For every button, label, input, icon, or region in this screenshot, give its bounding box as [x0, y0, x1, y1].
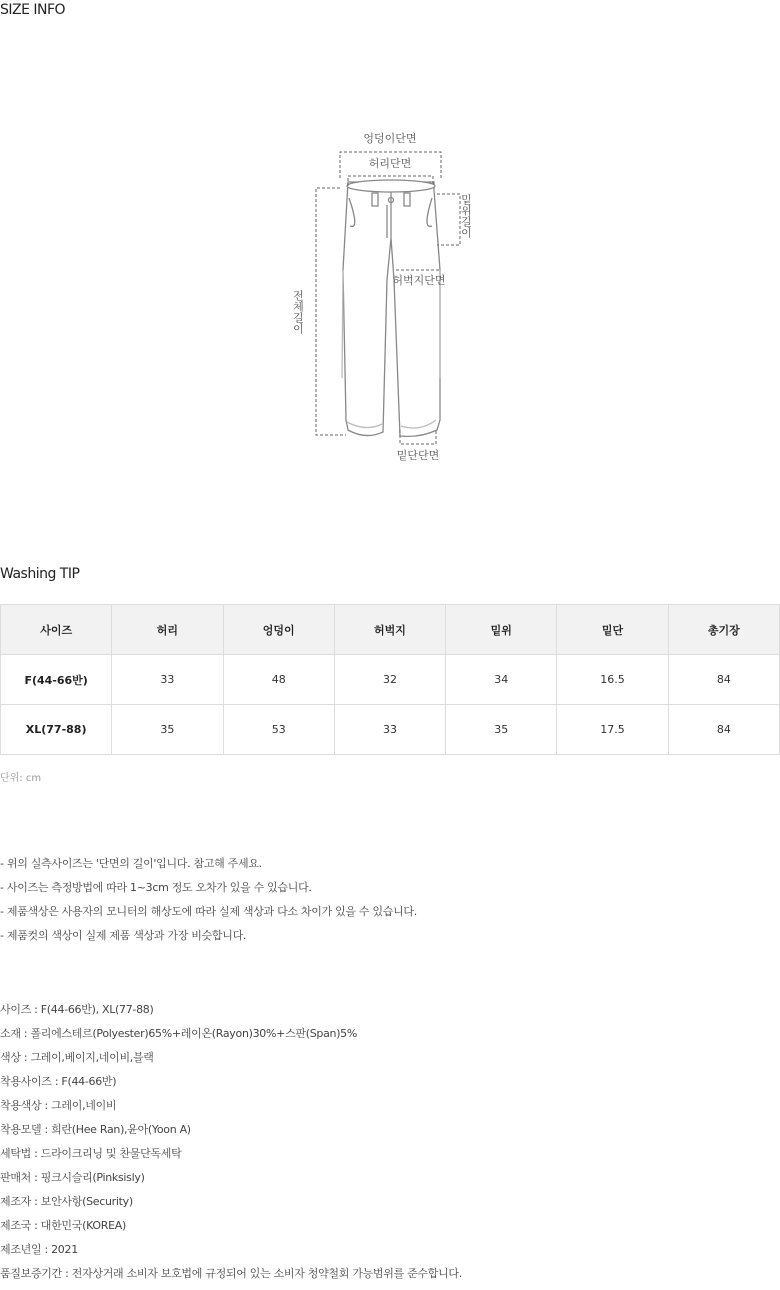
- header-hip: 엉덩이: [223, 605, 334, 655]
- spec-item: 판매처 : 핑크시슬리(Pinksisly): [0, 1171, 145, 1184]
- spec-item: 사이즈 : F(44-66반), XL(77-88): [0, 1003, 154, 1016]
- cell-thigh: 33: [334, 705, 445, 755]
- label-waist: 허리단면: [368, 157, 412, 170]
- cell-rise: 35: [446, 705, 557, 755]
- product-specs: [0, 1002, 462, 1290]
- spec-item: 착용색상 : 그레이,네이비: [0, 1099, 117, 1112]
- unit-note: 단위: cm: [0, 773, 42, 784]
- header-size: 사이즈: [1, 605, 112, 655]
- cell-hem: 16.5: [557, 655, 668, 705]
- label-hem: 밑단단면: [396, 449, 440, 462]
- spec-item: 제조년일 : 2021: [0, 1243, 78, 1256]
- cell-hem: 17.5: [557, 705, 668, 755]
- header-hem: 밑단: [557, 605, 668, 655]
- cell-hip: 53: [223, 705, 334, 755]
- table-header-row: [1, 605, 780, 655]
- size-notes: [0, 856, 417, 952]
- measurement-guides: [316, 152, 460, 444]
- table-row: [1, 705, 780, 755]
- cell-hip: 48: [223, 655, 334, 705]
- spec-item: 착용사이즈 : F(44-66반): [0, 1075, 117, 1088]
- spec-item: 착용모델 : 희란(Hee Ran),윤아(Yoon A): [0, 1123, 191, 1136]
- pants-illustration: [342, 180, 440, 436]
- spec-item: 소재 : 폴리에스테르(Polyester)65%+레이온(Rayon)30%+스판(Span)5%: [0, 1027, 358, 1040]
- cell-waist: 33: [112, 655, 223, 705]
- note-item: - 사이즈는 측정방법에 따라 1~3cm 정도 오차가 있을 수 있습니다.: [0, 881, 312, 894]
- header-rise: 밑위: [446, 605, 557, 655]
- cell-size: F(44-66반): [1, 655, 112, 705]
- label-hip: 엉덩이단면: [363, 132, 417, 145]
- header-thigh: 허벅지: [334, 605, 445, 655]
- spec-item: 제조국 : 대한민국(KOREA): [0, 1219, 126, 1232]
- label-thigh: 허벅지단면: [392, 274, 446, 287]
- spec-item: 세탁법 : 드라이크리닝 및 찬물단독세탁: [0, 1147, 182, 1160]
- pants-size-diagram: [0, 120, 780, 470]
- spec-item: 제조자 : 보안사항(Security): [0, 1195, 133, 1208]
- note-item: - 제품색상은 사용자의 모니터의 해상도에 따라 실제 색상과 다소 차이가 있을 수 있습니다.: [0, 905, 417, 918]
- washing-tip-title: Washing TIP: [0, 566, 80, 582]
- spec-item: 품질보증기간 : 전자상거래 소비자 보호법에 규정되어 있는 소비자 청약철회 가능범위를 준수합니다.: [0, 1267, 462, 1280]
- cell-rise: 34: [446, 655, 557, 705]
- note-item: - 제품컷의 색상이 실제 제품 색상과 가장 비슷합니다.: [0, 929, 247, 942]
- cell-waist: 35: [112, 705, 223, 755]
- label-rise: 밑위길이: [459, 194, 473, 238]
- header-total-length: 총기장: [668, 605, 779, 655]
- note-item: - 위의 실측사이즈는 '단면의 길이'입니다. 참고해 주세요.: [0, 857, 262, 870]
- table-row: [1, 655, 780, 705]
- cell-size: XL(77-88): [1, 705, 112, 755]
- size-table: [0, 604, 780, 755]
- size-info-title: SIZE INFO: [0, 2, 66, 18]
- spec-item: 색상 : 그레이,베이지,네이비,블랙: [0, 1051, 154, 1064]
- cell-total-length: 84: [668, 705, 779, 755]
- cell-thigh: 32: [334, 655, 445, 705]
- header-waist: 허리: [112, 605, 223, 655]
- cell-total-length: 84: [668, 655, 779, 705]
- label-total-length: 전체길이: [291, 290, 305, 334]
